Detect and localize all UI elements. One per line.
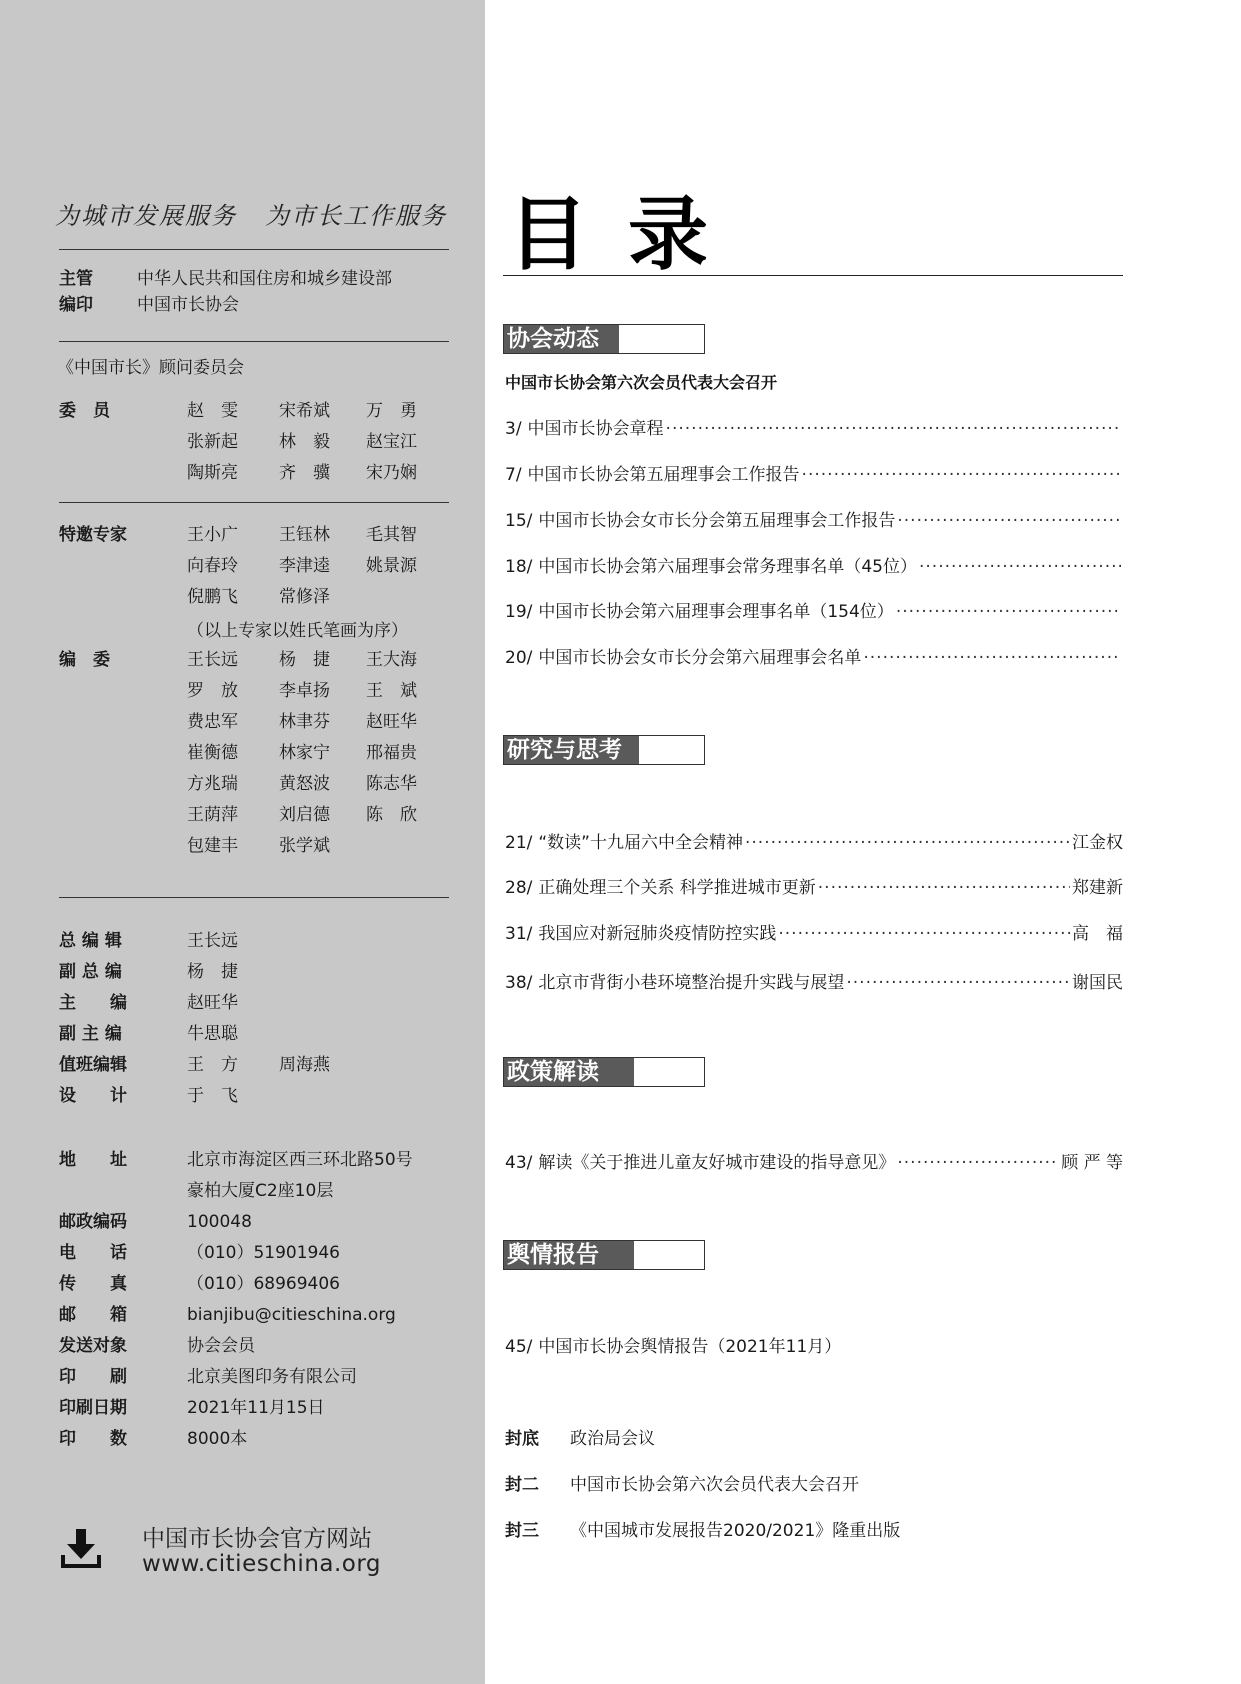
toc-page: 15/ <box>505 511 533 531</box>
info-label: 印刷日期 <box>59 1398 127 1418</box>
toc-title: 中国市长协会女市长分会第五届理事会工作报告 <box>538 511 896 531</box>
info-label: 电 话 <box>59 1243 127 1263</box>
toc-page: 45/ <box>505 1337 533 1357</box>
info-label: 印 刷 <box>59 1367 127 1387</box>
toc-entry[interactable] <box>505 643 1123 667</box>
toc-author: 顾 严 等 <box>1061 1153 1123 1173</box>
download-icon <box>59 1526 103 1570</box>
toc-title: 中国市长协会章程 <box>527 419 664 439</box>
postal-code: 100048 <box>187 1212 252 1232</box>
toc-entry[interactable] <box>505 919 1123 943</box>
section-title: 研究与思考 <box>507 737 622 763</box>
members-label: 委 员 <box>59 401 110 421</box>
toc-entry[interactable] <box>505 828 1123 852</box>
editor-name: 林家宁 <box>279 743 330 763</box>
member-name: 陶斯亮 <box>187 463 238 483</box>
slogan <box>55 196 447 231</box>
staff-value: 牛思聪 <box>187 1024 238 1044</box>
editor-name: 张学斌 <box>279 836 330 856</box>
member-name: 张新起 <box>187 432 238 452</box>
staff-label: 副 总 编 <box>59 962 122 982</box>
slogan-part: 为城市发展服务 <box>55 202 237 230</box>
editor-name: 罗 放 <box>187 681 238 701</box>
divider <box>59 341 449 342</box>
toc-page: 3/ <box>505 419 522 439</box>
toc-entry[interactable] <box>505 552 1123 576</box>
divider <box>59 502 449 503</box>
website-label: 中国市长协会官方网站 <box>142 1526 372 1552</box>
dot-leader <box>778 924 1070 944</box>
toc-entry[interactable] <box>505 597 1123 621</box>
editor-name: 黄怒波 <box>279 774 330 794</box>
toc-page: 18/ <box>505 557 533 577</box>
toc-title: 中国市长协会第五届理事会工作报告 <box>527 465 800 485</box>
dot-leader <box>745 833 1070 853</box>
expert-name: 王钰林 <box>279 525 330 545</box>
editor-name: 王大海 <box>366 650 417 670</box>
toc-title: 解读《关于推进儿童友好城市建设的指导意见》 <box>538 1153 896 1173</box>
divider <box>59 897 449 898</box>
supervisor-label: 主管 <box>59 269 93 289</box>
dot-leader <box>897 1153 1059 1173</box>
fax-number: （010）68969406 <box>187 1274 340 1294</box>
toc-page: 28/ <box>505 878 533 898</box>
editor-name: 林聿芬 <box>279 712 330 732</box>
cover-entry[interactable] <box>505 1470 859 1495</box>
staff-value: 王长远 <box>187 931 238 951</box>
member-name: 齐 骥 <box>279 463 330 483</box>
toc-title: 中国市长协会第六届理事会理事名单（154位） <box>538 602 894 622</box>
toc-page: 38/ <box>505 973 533 993</box>
dot-leader <box>666 419 1121 439</box>
info-label: 印 数 <box>59 1429 127 1449</box>
info-label: 传 真 <box>59 1274 127 1294</box>
cover-entry[interactable] <box>505 1516 900 1541</box>
email-link[interactable]: bianjibu@citieschina.org <box>187 1305 396 1325</box>
address-line: 豪柏大厦C2座10层 <box>187 1181 334 1201</box>
member-name: 赵 雯 <box>187 401 238 421</box>
toc-title: 中国市长协会第六届理事会常务理事名单（45位） <box>538 557 917 577</box>
toc-page: 19/ <box>505 602 533 622</box>
cover-label: 封三 <box>505 1521 539 1541</box>
toc-entry[interactable] <box>505 968 1123 992</box>
supervisor-value: 中华人民共和国住房和城乡建设部 <box>137 269 392 289</box>
editor-name: 陈志华 <box>366 774 417 794</box>
member-name: 宋乃娴 <box>366 463 417 483</box>
staff-value: 赵旺华 <box>187 993 238 1013</box>
editor-org-value: 中国市长协会 <box>137 295 239 315</box>
cover-entry[interactable] <box>505 1424 655 1449</box>
member-name: 赵宝江 <box>366 432 417 452</box>
toc-entry[interactable] <box>505 1332 1123 1356</box>
section-header <box>503 1057 705 1087</box>
cover-text: 中国市长协会第六次会员代表大会召开 <box>570 1475 859 1495</box>
editor-name: 崔衡德 <box>187 743 238 763</box>
council-title: 《中国市长》顾问委员会 <box>57 358 244 378</box>
editor-name: 费忠军 <box>187 712 238 732</box>
staff-label: 总 编 辑 <box>59 931 122 951</box>
toc-author: 谢国民 <box>1072 973 1123 993</box>
editors-label: 编 委 <box>59 650 110 670</box>
dot-leader <box>802 465 1121 485</box>
editor-name: 王荫萍 <box>187 805 238 825</box>
info-label: 地 址 <box>59 1150 127 1170</box>
section-header <box>503 1240 705 1270</box>
slogan-part: 为市长工作服务 <box>265 202 447 230</box>
toc-entry[interactable] <box>505 506 1123 530</box>
dot-leader <box>919 557 1121 577</box>
staff-value: 于 飞 <box>187 1086 238 1106</box>
toc-title: 北京市背街小巷环境整治提升实践与展望 <box>538 973 845 993</box>
expert-name: 常修泽 <box>279 587 330 607</box>
website-url[interactable]: www.citieschina.org <box>142 1551 382 1577</box>
section-title: 协会动态 <box>507 326 599 352</box>
expert-name: 王小广 <box>187 525 238 545</box>
editor-name: 王长远 <box>187 650 238 670</box>
toc-title: 正确处理三个关系 科学推进城市更新 <box>538 878 816 898</box>
cover-label: 封二 <box>505 1475 539 1495</box>
toc-title: “数读”十九届六中全会精神 <box>538 833 743 853</box>
info-label: 邮政编码 <box>59 1212 127 1232</box>
dot-leader <box>846 973 1070 993</box>
page-title: 目录 <box>508 188 748 281</box>
toc-page: 31/ <box>505 924 533 944</box>
toc-entry[interactable] <box>505 873 1123 897</box>
editor-name: 刘启德 <box>279 805 330 825</box>
dot-leader <box>897 511 1121 531</box>
toc-title: 中国市长协会女市长分会第六届理事会名单 <box>538 648 862 668</box>
toc-page: 20/ <box>505 648 533 668</box>
cover-text: 《中国城市发展报告2020/2021》隆重出版 <box>570 1521 901 1541</box>
editor-org-label: 编印 <box>59 295 93 315</box>
expert-name: 李津逵 <box>279 556 330 576</box>
toc-entry[interactable] <box>505 414 1123 438</box>
staff-value: 杨 捷 <box>187 962 238 982</box>
expert-name: 姚景源 <box>366 556 417 576</box>
toc-entry[interactable] <box>505 1148 1123 1172</box>
cover-text: 政治局会议 <box>570 1429 655 1449</box>
staff-label: 主 编 <box>59 993 127 1013</box>
section-subheading: 中国市长协会第六次会员代表大会召开 <box>505 373 778 392</box>
toc-page: 21/ <box>505 833 533 853</box>
info-label: 邮 箱 <box>59 1305 127 1325</box>
staff-value: 周海燕 <box>279 1055 330 1075</box>
title-rule <box>503 275 1123 276</box>
toc-page: 7/ <box>505 465 522 485</box>
experts-label: 特邀专家 <box>59 525 127 545</box>
staff-value: 王 方 <box>187 1055 238 1075</box>
phone-number: （010）51901946 <box>187 1243 340 1263</box>
toc-entry[interactable] <box>505 460 1123 484</box>
toc-author: 郑建新 <box>1072 878 1123 898</box>
member-name: 宋希斌 <box>279 401 330 421</box>
expert-name: 毛其智 <box>366 525 417 545</box>
divider <box>59 249 449 250</box>
editor-name: 李卓扬 <box>279 681 330 701</box>
cover-label: 封底 <box>505 1429 539 1449</box>
print-date: 2021年11月15日 <box>187 1398 325 1418</box>
dot-leader <box>896 602 1121 622</box>
expert-name: 向春玲 <box>187 556 238 576</box>
toc-author: 江金权 <box>1072 833 1123 853</box>
editor-name: 赵旺华 <box>366 712 417 732</box>
section-title: 政策解读 <box>507 1059 599 1085</box>
member-name: 万 勇 <box>366 401 417 421</box>
expert-name: 倪鹏飞 <box>187 587 238 607</box>
section-header <box>503 735 705 765</box>
experts-note: （以上专家以姓氏笔画为序） <box>187 621 408 641</box>
printer: 北京美图印务有限公司 <box>187 1367 357 1387</box>
staff-label: 值班编辑 <box>59 1055 127 1075</box>
info-label: 发送对象 <box>59 1336 127 1356</box>
print-run: 8000本 <box>187 1429 248 1449</box>
member-name: 林 毅 <box>279 432 330 452</box>
dot-leader <box>818 878 1070 898</box>
dot-leader <box>863 648 1121 668</box>
section-header <box>503 324 705 354</box>
toc-title: 我国应对新冠肺炎疫情防控实践 <box>538 924 777 944</box>
toc-title: 中国市长协会舆情报告（2021年11月） <box>538 1337 842 1357</box>
editor-name: 王 斌 <box>366 681 417 701</box>
section-title: 舆情报告 <box>507 1242 599 1268</box>
editor-name: 包建丰 <box>187 836 238 856</box>
editor-name: 杨 捷 <box>279 650 330 670</box>
toc-page: 43/ <box>505 1153 533 1173</box>
staff-label: 设 计 <box>59 1086 127 1106</box>
masthead-panel <box>0 0 485 1684</box>
audience: 协会会员 <box>187 1336 255 1356</box>
toc-author: 高 福 <box>1072 924 1123 944</box>
staff-label: 副 主 编 <box>59 1024 122 1044</box>
address-line: 北京市海淀区西三环北路50号 <box>187 1150 413 1170</box>
editor-name: 方兆瑞 <box>187 774 238 794</box>
editor-name: 邢福贵 <box>366 743 417 763</box>
editor-name: 陈 欣 <box>366 805 417 825</box>
